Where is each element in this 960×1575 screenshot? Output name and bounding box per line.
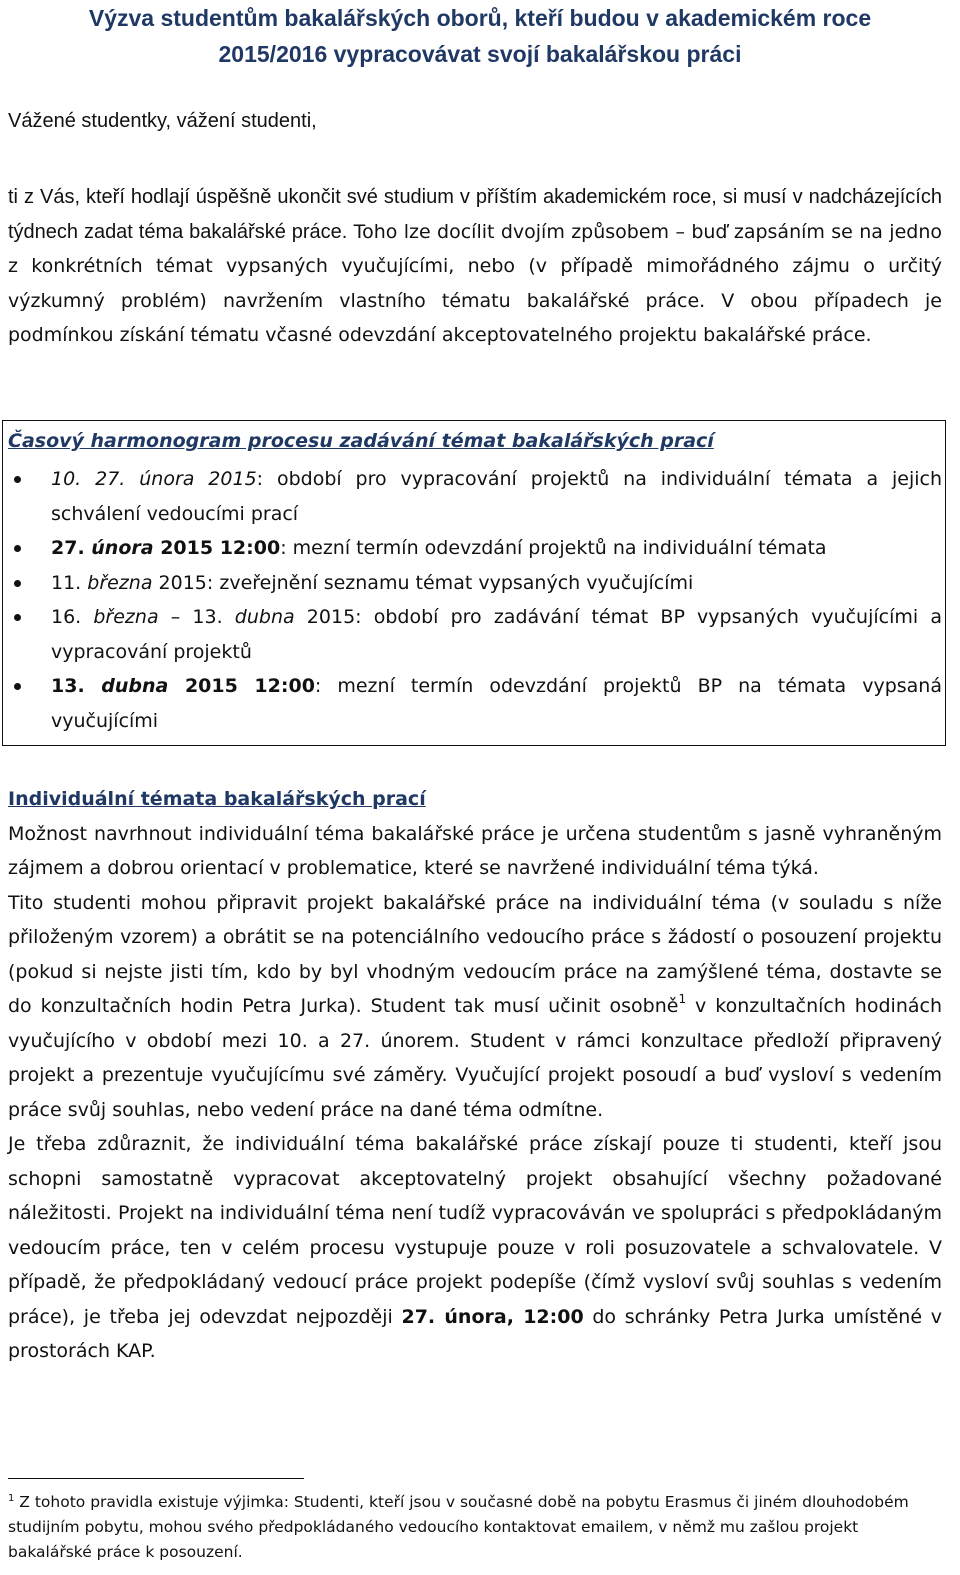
schedule-item: [8, 462, 942, 531]
greeting: Vážené studentky, vážení studenti,: [8, 110, 317, 132]
paragraph: [8, 1127, 942, 1369]
schedule-date: 10.: [51, 468, 82, 490]
schedule-date: – 13.: [158, 606, 235, 628]
schedule-year: 2015 12:00: [168, 675, 315, 697]
intro-part-2: Toho lze docílit dvojím způsobem – buď zapsáním se na jedno z konkrétních témat vypsaných vyučujícími, nebo (v případě mimořádného zájmu o určitý výzkumný problém) navržením vlastního tématu bakalářské práce. V obou případech je podmínkou získání tématu včasné odevzdání akceptovatelného projektu bakalářské práce.: [8, 220, 942, 346]
schedule-date: 16.: [51, 606, 94, 628]
schedule-month: března: [93, 606, 159, 628]
schedule-year: 2015: [294, 606, 356, 628]
schedule-date: 11.: [51, 571, 88, 594]
deadline-bold: 27. února, 12:00: [401, 1305, 584, 1328]
intro-part-1: ti z Vás, kteří hodlají úspěšně ukončit své studium v příštím akademickém roce, si musí v nadcházejících týdnech zadat téma bakalářské práce.: [8, 186, 942, 243]
section-heading: Individuální témata bakalářských prací: [8, 788, 426, 810]
paragraph-text: Je třeba zdůraznit, že individuální téma bakalářské práce získají pouze ti studenti, kteří jsou schopni samostatně vypracovat akceptovatelný projekt obsahující všechny požadované náležitosti. Projekt na individuální téma není tudíž vypracováván ve spolupráci s předpokládaným vedoucím práce, ten v celém procesu vystupuje pouze v roli posuzovatele a schvalovatele. V případě, že předpokládaný vedoucí práce projekt podepíše (čímž vysloví svůj souhlas s vedením práce), je třeba jej odevzdat nejpozději: [8, 1133, 942, 1328]
schedule-year: 2015: [152, 571, 207, 594]
schedule-item: [8, 669, 942, 738]
paragraph: Možnost navrhnout individuální téma bakalářské práce je určena studentům s jasně vyhraněným zájmem a dobrou orientací v problematice, které se navržené individuální téma týká.: [8, 822, 942, 879]
schedule-month: února: [91, 537, 154, 559]
schedule-text: : zveřejnění seznamu témat vypsaných vyučujícími: [206, 571, 694, 594]
footnote-separator: [8, 1478, 304, 1479]
schedule-text: : období pro vypracování projektů na individuální témata a jejich schválení vedoucími prací: [51, 468, 942, 525]
schedule-list: [8, 462, 942, 738]
schedule-date: 27.: [51, 537, 92, 559]
schedule-text: : období pro zadávání témat BP vypsaných vyučujícími a vypracování projektů: [51, 606, 942, 663]
schedule-date: 27.: [81, 468, 140, 490]
schedule-year: 2015 12:00: [153, 537, 281, 559]
schedule-item: [8, 600, 942, 669]
footnote-mark: 1: [8, 1493, 15, 1504]
paragraph-text: v konzultačních hodinách vyučujícího v období mezi 10. a 27. únorem. Student v rámci konzultace předloží připravený projekt a prezentuje vyučujícímu své záměry. Vyučující projekt posoudí a buď vysloví s vedením práce svůj souhlas, nebo vedení práce na dané téma odmítne.: [8, 995, 942, 1121]
footnote-ref[interactable]: 1: [678, 992, 687, 1006]
schedule-month: dubna: [234, 606, 295, 628]
schedule-month: února: [139, 468, 195, 490]
schedule-item: [8, 566, 942, 601]
individual-topics-section: [8, 782, 942, 1369]
document-title: [8, 0, 952, 72]
schedule-date: 13.: [51, 675, 102, 697]
paragraph-text: Tito studenti mohou připravit projekt bakalářské práce na individuální téma (v souladu s níže přiloženým vzorem) a obrátit se na potenciálního vedoucího práce s žádostí o posouzení projektu (pokud si nejste jisti tím, kdo by byl vhodným vedoucím práce na zamýšlené téma, dostavte se do konzultačních hodin Petra Jurka). Student tak musí učinit osobně: [8, 891, 942, 1017]
schedule-year: 2015: [194, 468, 257, 490]
schedule-month: března: [87, 571, 153, 594]
footnote: [8, 1490, 942, 1565]
schedule-text: : mezní termín odevzdání projektů na individuální témata: [280, 537, 827, 559]
schedule-heading: Časový harmonogram procesu zadávání témat bakalářských prací: [8, 430, 714, 452]
paragraph-text: do schránky Petra Jurka umístěné v prostorách KAP.: [8, 1305, 942, 1362]
intro-paragraph: [8, 180, 942, 353]
schedule-text: : mezní termín odevzdání projektů BP na témata vypsaná vyučujícími: [51, 675, 942, 732]
title-line-2: 2015/2016 vypracovávat svojí bakalářskou práci: [218, 41, 742, 67]
footnote-text: Z tohoto pravidla existuje výjimka: Studenti, kteří jsou v současné době na pobytu Erasmus či jiném dlouhodobém studijním pobytu, mohou svého předpokládaného vedoucího kontaktovat emailem, v němž mu zašlou projekt bakalářské práce k posouzení.: [8, 1493, 909, 1561]
paragraph: [8, 886, 942, 1128]
schedule-item: [8, 531, 942, 566]
schedule-month: dubna: [101, 675, 169, 697]
title-line-1: Výzva studentům bakalářských oborů, kteří budou v akademickém roce: [88, 5, 872, 31]
